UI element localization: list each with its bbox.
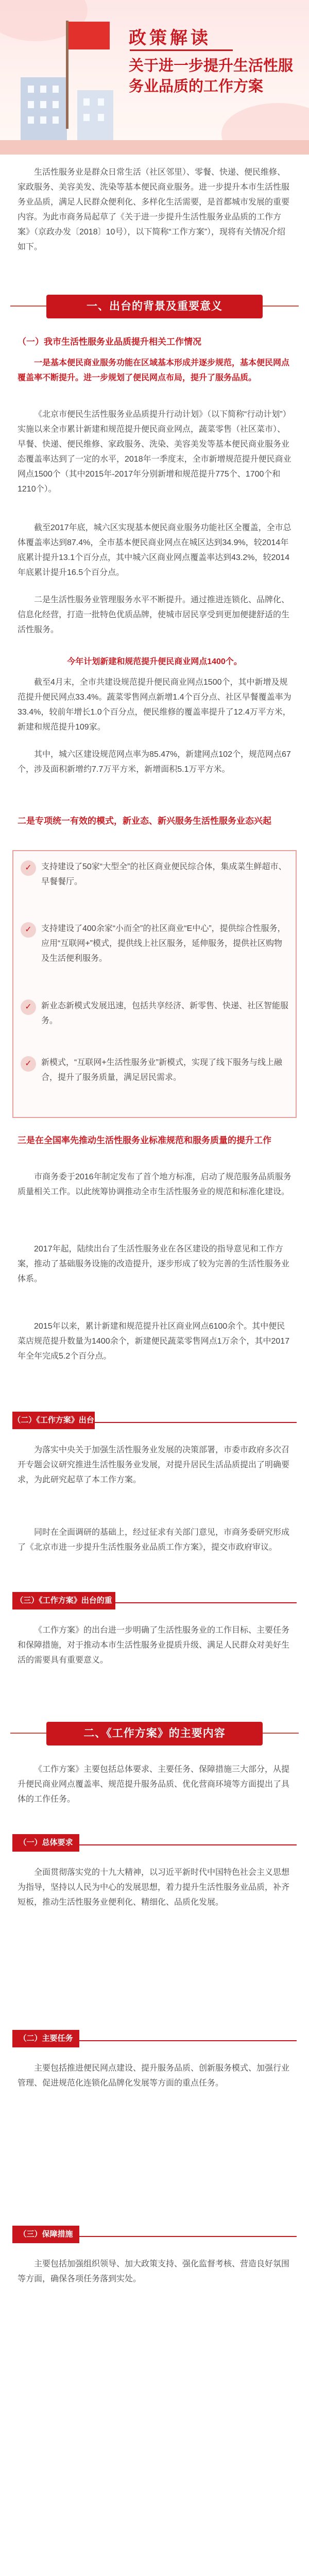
page-title: 关于进一步提升生活性服务业品质的工作方案 bbox=[129, 58, 294, 95]
body-paragraph: 2015年以来，累计新建和规范提升社区商业网点6100余个。其中便民菜店规范提升数量为1400余个，新建便民蔬菜零售网点1万余个，其中2017年全年完成5.2个百分点。 bbox=[18, 1322, 290, 1361]
list-item: 新模式，“互联网+生活性服务业”新模式，实现了线下服务与线上融合，提升了服务质量，满足居民需求。 bbox=[41, 1058, 283, 1082]
header-banner bbox=[0, 0, 309, 155]
building-illustration bbox=[21, 77, 67, 149]
list-item: 支持建设了50家“大型全”的社区商业便民综合体，集成菜生鲜超市、早餐餐厅。 bbox=[41, 862, 287, 886]
section-title: 二、《工作方案》的主要内容 bbox=[83, 1727, 226, 1739]
check-icon: ✓ bbox=[21, 1056, 36, 1072]
body-paragraph: 《工作方案》主要包括总体要求、主要任务、保障措施三大部分，从提升便民商业网点覆盖率、规范提升服务品质、优化营商环境等方面提出了具体的工作任务。 bbox=[18, 1765, 290, 1804]
highlight-line: 今年计划新建和规范提升便民商业网点1400个。 bbox=[67, 657, 242, 666]
subsection-heading: （一）我市生活性服务业品质提升相关工作情况 bbox=[18, 337, 201, 347]
subsection-heading: 三是在全国率先推动生活性服务业标准规范和服务质量的提升工作 bbox=[18, 1136, 271, 1145]
body-paragraph: 其中，城六区建设规范网点率为85.47%，新建网点102个，规范网点67个，涉及面积新增约7.7万平方米，新增面积5.1万平方米。 bbox=[18, 750, 291, 774]
kicker-title: 政策解读 bbox=[129, 28, 211, 48]
subsection-heading: 二是专项统一有效的模式，新业态、新兴服务生活性服务业态兴起 bbox=[18, 816, 271, 826]
body-paragraph: 二是生活性服务业管理服务水平不断提升。通过推进连锁化、品牌化、信息化经营，打造一批特色优质品牌，使城市居民享受到更加便捷舒适的生活性服务。 bbox=[18, 596, 290, 634]
ground-decoration bbox=[0, 140, 309, 155]
body-paragraph: 主要包括推进便民网点建设、提升服务品质、创新服务模式、加强行业管理、促进规范化连锁化品牌化发展等方面的重点任务。 bbox=[18, 2064, 290, 2088]
kicker-underline bbox=[130, 49, 233, 51]
flag-icon bbox=[68, 22, 110, 49]
subsection-tag: （二）主要任务 bbox=[12, 2030, 79, 2047]
check-icon: ✓ bbox=[21, 860, 36, 876]
body-paragraph: 主要包括加强组织领导、加大政策支持、强化监督考核、营造良好氛围等方面，确保各项任务落到实处。 bbox=[18, 2260, 290, 2283]
body-paragraph: 《工作方案》的出台进一步明确了生活性服务业的工作目标、主要任务和保障措施，对于推动本市生活性服务业提质升级、满足人民群众对美好生活的需要具有重要意义。 bbox=[18, 1626, 290, 1665]
body-paragraph: 《北京市便民生活性服务业品质提升行动计划》（以下简称“行动计划”）实施以来全市累计新建和规范提升便民商业网点，蔬菜零售（社区菜市）、早餐、快递、便民维修、家政服务、洗染、美容美发等基本便民商业服务业态覆盖率达到了一定的水平，2018年一季度末，全市新增规范提升便民商业网点1500个（其中2015年-2017年分别新增和规范提升775个、1700个和1210个）。 bbox=[18, 410, 291, 494]
body-paragraph: 同时在全面调研的基础上，经过征求有关部门意见，市商务委研究形成了《北京市进一步提升生活性服务业品质工作方案》，提交市政府审议。 bbox=[18, 1528, 290, 1552]
subsection-tag: （一）总体要求 bbox=[12, 1834, 79, 1852]
subsection-tag: （二）《工作方案》出台的背景 bbox=[12, 1412, 95, 1429]
body-paragraph: 截至4月末，全市共建设规范提升便民商业网点1500个，其中新增及规范提升便民网点33.4%。蔬菜零售网点新增1.4个百分点、社区早餐覆盖率为33.4%，较前年增长1.0个百分点，便民维修的覆盖率提升了12.4万平方米，新建和规范提升109家。 bbox=[18, 678, 291, 732]
body-paragraph: 为落实中央关于加强生活性服务业发展的决策部署，市委市政府多次召开专题会议研究推进生活性服务业发展，对提升居民生活品质提出了明确要求，为此研究起草了本工作方案。 bbox=[18, 1446, 290, 1484]
body-paragraph: 市商务委于2016年制定发布了首个地方标准，启动了规范服务品质服务质量相关工作。以此统筹协调推动全市生活性服务业的规范和标准化建设。 bbox=[18, 1173, 291, 1196]
list-item: 新业态新模式发展迅速，包括共享经济、新零售、快递、社区智能服务。 bbox=[41, 1002, 289, 1025]
subsection-tag: （三）《工作方案》出台的重要意义 bbox=[12, 1592, 115, 1609]
subsection-tag: （三）保障措施 bbox=[12, 2226, 79, 2243]
body-paragraph: 2017年起，陆续出台了生活性服务业在各区建设的指导意见和工作方案，推动了基础服务设施的改造提升，逐步形成了较为完善的生活性服务业体系。 bbox=[18, 1245, 290, 1283]
list-item: 支持建设了400余家“小而全”的社区商业“E中心”，提供综合性服务，应用“互联网+”模式，提供线上社区服务，延伸服务，提供社区购物及生活便利服务。 bbox=[41, 924, 286, 963]
section-title: 一、出台的背景及重要意义 bbox=[87, 300, 222, 312]
highlight-paragraph: 一是基本便民商业服务功能在区域基本形成并逐步规范，基本便民网点覆盖率不断提升。进一步规划了便民网点布局，提升了服务品质。 bbox=[18, 359, 290, 382]
section-banner bbox=[0, 1716, 309, 1752]
check-icon: ✓ bbox=[21, 922, 36, 938]
section-banner bbox=[0, 289, 309, 325]
body-paragraph: 截至2017年底，城六区实现基本便民商业服务功能社区全覆盖，全市总体覆盖率达到87.4%，全市基本便民商业网点在城区达到34.9%，较2014年底累计提升13.1个百分点，其中城六区商业网点覆盖率达到43.2%，较2014年底累计提升16.5个百分点。 bbox=[18, 523, 291, 577]
check-icon: ✓ bbox=[21, 999, 36, 1015]
intro-paragraph: 生活性服务业是群众日常生活（社区邻里）、零餐、快递、便民维修、家政服务、美容美发、洗染等基本便民商业服务。进一步提升本市生活性服务业品质，满足人民群众便利化、多样化生活需要，是首都城市发展的重要内容。为此市商务局起草了《关于进一步提升生活性服务业品质的工作方案》（京政办发〔2018〕10号），以下简称“工作方案”），现将有关情况介绍如下。 bbox=[18, 168, 290, 251]
body-paragraph: 全面贯彻落实党的十九大精神，以习近平新时代中国特色社会主义思想为指导，坚持以人民为中心的发展思想，着力提升生活性服务业品质，补齐短板，推动生活性服务业便利化、精细化、品质化发展。 bbox=[18, 1868, 290, 1907]
